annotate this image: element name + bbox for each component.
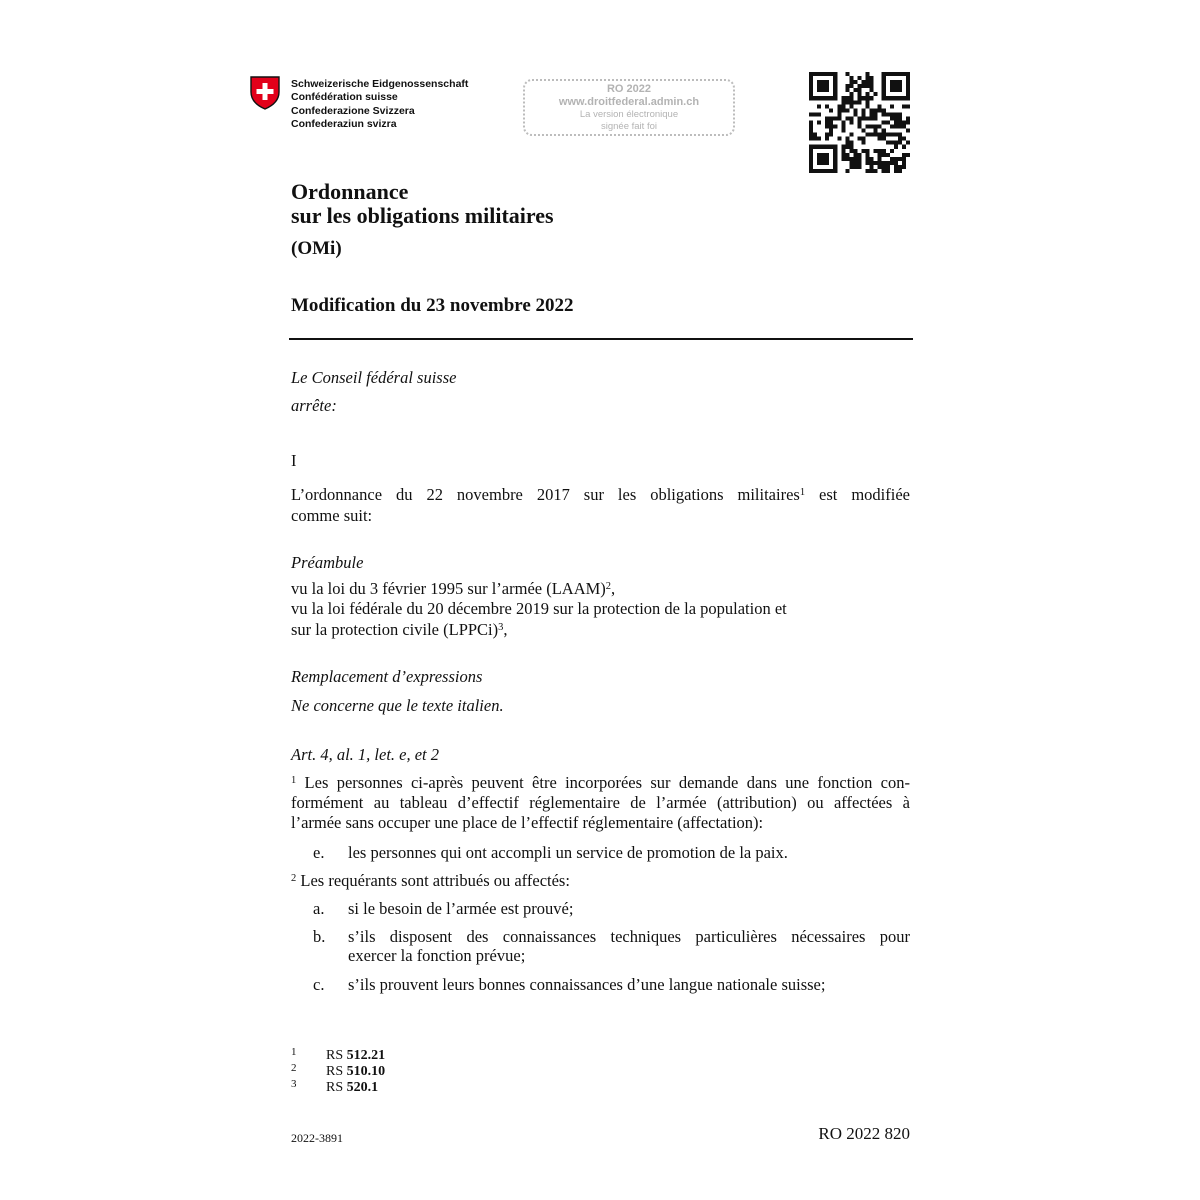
stamp-signature-note: signée fait foi [601,121,657,132]
preambule-heading: Préambule [291,553,364,572]
ro-reference: RO 2022 820 [818,1124,910,1143]
item-c-label: c. [313,975,325,994]
footnote-ref-1[interactable]: 1 [799,487,806,498]
footnote-number-1: 1 [291,1046,297,1058]
confederation-name [291,78,468,131]
footnote-1-ref: 512.21 [346,1048,386,1063]
footnote-3-prefix: RS [326,1080,347,1095]
title-abbreviation: (OMi) [291,238,342,259]
article-para1-line-2: formément au tableau d’effectif réglementaire de l’armée (attribution) ou affectées à [291,793,910,812]
title-divider [289,338,913,340]
item-c-text: s’ils prouvent leurs bonnes connaissances d’une langue nationale suisse; [348,975,826,994]
intro-text-a: L’ordonnance du 22 novembre 2017 sur les obligations militaires [291,485,800,504]
replacement-text: Ne concerne que le texte italien. [291,696,504,715]
intro-line-1 [291,485,910,505]
swiss-coat-of-arms-icon [250,76,280,110]
article-para1-line-3: l’armée sans occuper une place de l’effectif réglementaire (affectation): [291,813,764,832]
article-para2-text: Les requérants sont attribués ou affectés: [296,871,570,890]
footnote-3-ref: 520.1 [346,1080,379,1095]
section-number: I [291,451,297,470]
document-title [291,180,554,228]
document-number: 2022-3891 [291,1131,343,1145]
footnote-number-3: 3 [291,1078,297,1090]
article-para2 [291,871,570,891]
paragraph-number-2: 2 [291,873,297,884]
title-line-2: sur les obligations militaires [291,203,554,228]
article-heading: Art. 4, al. 1, let. e, et 2 [291,745,440,764]
preambule-text-3a: sur la protection civile (LPPCi) [291,620,499,639]
decrees-label: arrête: [291,396,337,415]
council-label: Le Conseil fédéral suisse [291,368,457,387]
stamp-website: www.droitfederal.admin.ch [558,96,700,108]
footnote-ref-2[interactable]: 2 [605,581,612,592]
item-e-text: les personnes qui ont accompli un service de promotion de la paix. [348,843,788,862]
preambule-text-1b: , [611,579,616,598]
article-para1-line-1 [291,773,910,793]
stamp-version-note: La version électronique [579,109,679,120]
title-line-1: Ordonnance [291,179,409,204]
footnote-2-prefix: RS [326,1064,347,1079]
modification-date: Modification du 23 novembre 2022 [291,295,574,316]
confederation-line-it: Confederazione Svizzera [291,104,415,117]
confederation-line-fr: Confédération suisse [291,91,398,104]
footnote-3 [326,1081,378,1095]
paragraph-number-1: 1 [291,775,297,786]
item-a-text: si le besoin de l’armée est prouvé; [348,899,574,918]
item-e-label: e. [313,843,325,862]
preambule-text-3b: , [503,620,508,639]
stamp-ro-label: RO 2022 [606,83,652,95]
footnote-ref-3[interactable]: 3 [498,622,504,633]
footnote-1-prefix: RS [326,1048,347,1063]
item-b-text-line-1: s’ils disposent des connaissances techniques particulières nécessaires pour [348,927,910,946]
item-b-text-line-2: exercer la fonction prévue; [348,946,526,965]
preambule-line-2: vu la loi fédérale du 20 décembre 2019 sur la protection de la population et [291,599,787,618]
preambule-line-1 [291,579,615,599]
preambule-line-3 [291,620,508,640]
intro-line-2: comme suit: [291,506,373,525]
item-b-label: b. [313,927,326,946]
article-para1-text-1: Les personnes ci-après peuvent être incorporées sur demande dans une fonction con- [296,773,910,792]
footnote-number-2: 2 [291,1062,297,1074]
preambule-text-1a: vu la loi du 3 février 1995 sur l’armée (LAAM) [291,579,606,598]
qr-code-icon [809,72,910,173]
item-a-label: a. [313,899,325,918]
intro-text-b: est modifiée [805,485,910,504]
confederation-line-rm: Confederaziun svizra [291,117,397,130]
electronic-signature-stamp [523,79,735,136]
footnote-2 [326,1065,385,1079]
footnote-1 [326,1049,385,1063]
replacement-heading: Remplacement d’expressions [291,667,483,686]
footnote-2-ref: 510.10 [346,1064,386,1079]
confederation-line-de: Schweizerische Eidgenossenschaft [291,78,469,90]
